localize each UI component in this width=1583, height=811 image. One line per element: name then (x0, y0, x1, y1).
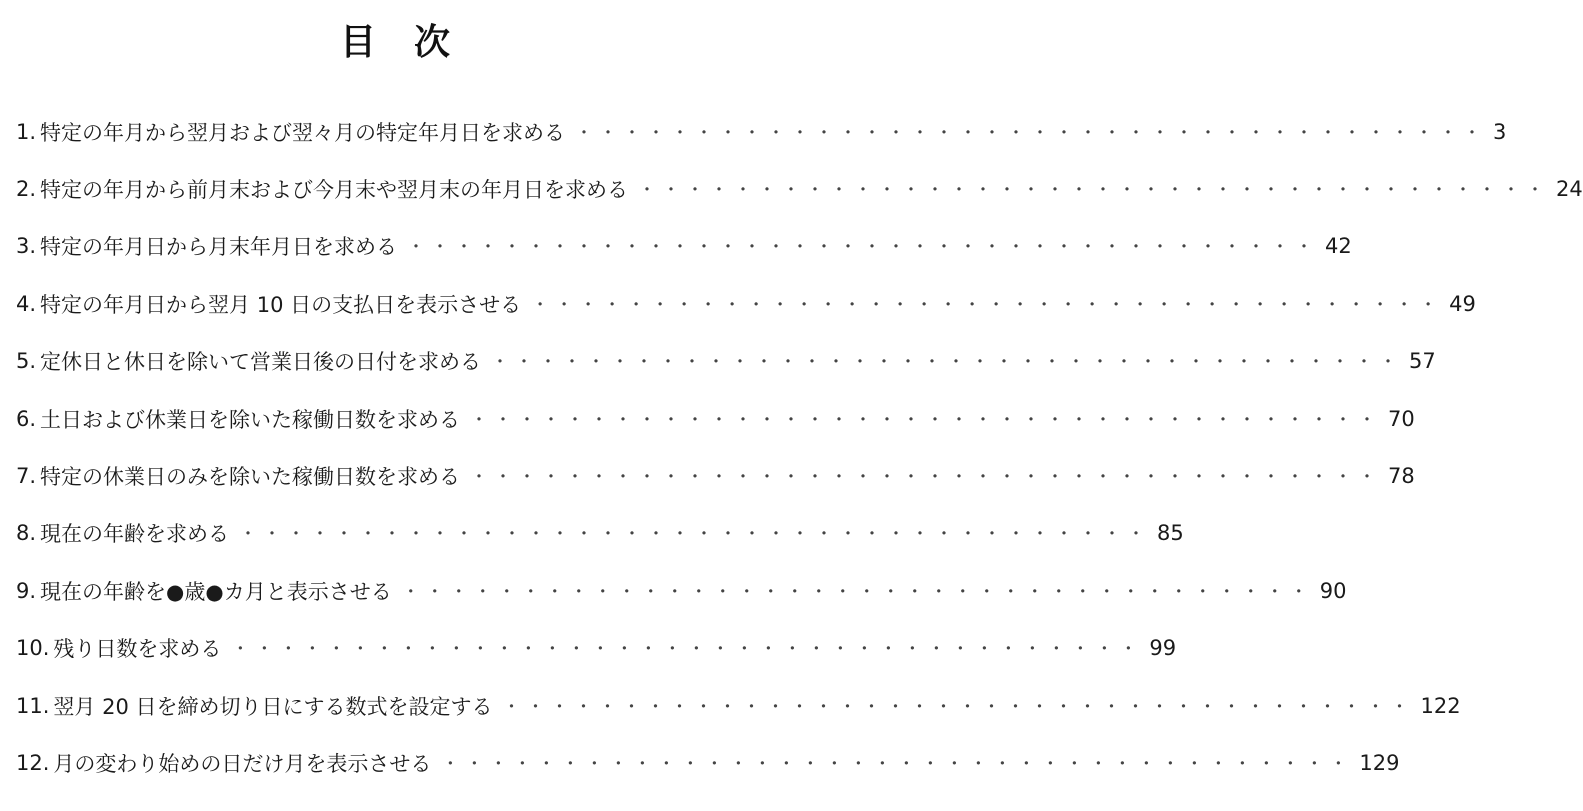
toc-dot-leader: ・・・・・・・・・・・・・・・・・・・・・・・・・・・・・・・・・・・・・・ (531, 294, 1444, 316)
toc-entry-page: 122 (1420, 693, 1461, 718)
toc-entry[interactable] (16, 562, 1347, 619)
toc-entry-number: 12. (16, 750, 50, 775)
toc-entry-number: 3. (16, 234, 37, 259)
toc-entry-number: 9. (16, 578, 37, 603)
toc-entry-number: 7. (16, 464, 37, 489)
toc-entry-page: 129 (1359, 750, 1400, 775)
toc-entry[interactable] (16, 505, 1184, 562)
toc-dot-leader: ・・・・・・・・・・・・・・・・・・・・・・・・・・・・・・・・・・・・・・ (407, 237, 1320, 259)
page-title-char-2: 次 (414, 22, 451, 63)
toc-dot-leader: ・・・・・・・・・・・・・・・・・・・・・・・・・・・・・・・・・・・・・・ (441, 753, 1354, 775)
toc-entry[interactable] (16, 677, 1461, 734)
toc-entry-number: 10. (16, 636, 50, 661)
toc-dot-leader: ・・・・・・・・・・・・・・・・・・・・・・・・・・・・・・・・・・・・・・ (470, 467, 1383, 489)
toc-entry-title: 土日および休業日を除いた稼働日数を求める (40, 407, 461, 432)
toc-dot-leader: ・・・・・・・・・・・・・・・・・・・・・・・・・・・・・・・・・・・・・・ (239, 524, 1152, 546)
toc-entry[interactable] (16, 103, 1507, 160)
toc-entry-page: 57 (1409, 349, 1436, 374)
toc-entry-number: 1. (16, 119, 37, 144)
toc-dot-leader: ・・・・・・・・・・・・・・・・・・・・・・・・・・・・・・・・・・・・・・ (502, 696, 1415, 718)
toc-dot-leader: ・・・・・・・・・・・・・・・・・・・・・・・・・・・・・・・・・・・・・・ (470, 409, 1383, 431)
toc-entry-page: 85 (1157, 521, 1184, 546)
toc-entry-page: 90 (1319, 578, 1347, 603)
toc-entry[interactable] (16, 275, 1476, 332)
toc-dot-leader: ・・・・・・・・・・・・・・・・・・・・・・・・・・・・・・・・・・・・・・ (231, 639, 1144, 661)
table-of-contents (16, 103, 1583, 792)
toc-entry-title: 定休日と休日を除いて営業日後の日付を求める (40, 350, 482, 375)
toc-entry[interactable] (16, 620, 1177, 677)
toc-entry-title: 現在の年齢を●歳●カ月と表示させる (40, 579, 392, 604)
toc-entry-number: 2. (16, 177, 37, 202)
toc-entry[interactable] (16, 447, 1415, 504)
toc-entry-page: 24 (1556, 177, 1583, 202)
toc-entry[interactable] (16, 218, 1352, 275)
toc-entry-page: 99 (1149, 636, 1177, 661)
toc-entry-title: 特定の年月から翌月および翌々月の特定年月日を求める (40, 120, 566, 145)
toc-entry-page: 42 (1325, 234, 1352, 259)
toc-dot-leader: ・・・・・・・・・・・・・・・・・・・・・・・・・・・・・・・・・・・・・・ (638, 180, 1551, 202)
toc-entry-page: 3 (1493, 119, 1507, 144)
toc-entry-page: 49 (1449, 291, 1476, 316)
toc-entry-title: 残り日数を求める (53, 637, 222, 662)
toc-entry[interactable] (16, 734, 1400, 791)
toc-entry-number: 11. (16, 693, 50, 718)
toc-entry[interactable] (16, 333, 1436, 390)
toc-entry-number: 6. (16, 406, 37, 431)
page-title (0, 14, 790, 65)
toc-entry-title: 月の変わり始めの日だけ月を表示させる (53, 751, 432, 776)
toc-entry-number: 4. (16, 291, 37, 316)
toc-entry-page: 70 (1388, 406, 1415, 431)
toc-entry-number: 8. (16, 521, 37, 546)
toc-dot-leader: ・・・・・・・・・・・・・・・・・・・・・・・・・・・・・・・・・・・・・・ (491, 352, 1404, 374)
page-title-char-1: 目 (339, 22, 376, 63)
toc-entry-title: 翌月 20 日を締め切り日にする数式を設定する (53, 694, 493, 719)
toc-entry-title: 現在の年齢を求める (40, 522, 230, 547)
toc-entry-title: 特定の年月日から翌月 10 日の支払日を表示させる (40, 292, 522, 317)
toc-dot-leader: ・・・・・・・・・・・・・・・・・・・・・・・・・・・・・・・・・・・・・・ (401, 581, 1314, 603)
toc-entry-title: 特定の年月日から月末年月日を求める (40, 235, 398, 260)
toc-entry[interactable] (16, 160, 1583, 217)
toc-entry[interactable] (16, 390, 1415, 447)
toc-entry-title: 特定の休業日のみを除いた稼働日数を求める (40, 465, 461, 490)
toc-dot-leader: ・・・・・・・・・・・・・・・・・・・・・・・・・・・・・・・・・・・・・・ (575, 122, 1488, 144)
toc-entry-number: 5. (16, 349, 37, 374)
toc-entry-page: 78 (1388, 464, 1415, 489)
toc-entry-title: 特定の年月から前月末および今月末や翌月末の年月日を求める (40, 178, 629, 203)
